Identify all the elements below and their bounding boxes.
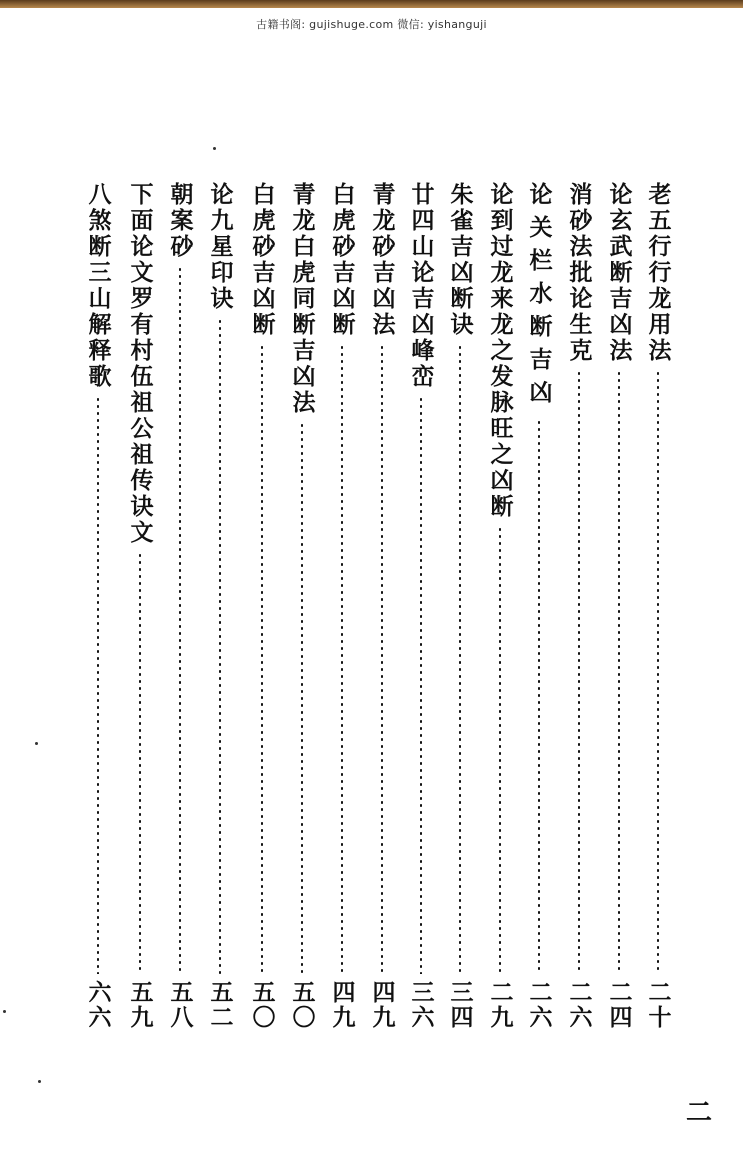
toc-entry-title: 朝案砂: [166, 182, 194, 260]
toc-entry-title: 消砂法批论生克: [565, 182, 593, 364]
toc-entry-page: 二九: [486, 980, 514, 1030]
toc-entry[interactable]: [81, 178, 115, 1038]
toc-entry-title: 廿四山论吉凶峰峦: [407, 182, 435, 390]
dot-leader: [657, 370, 659, 974]
paper-speck: [35, 742, 38, 745]
toc-entry-title: 下面论文罗有村伍祖公祖传诀文: [126, 182, 154, 546]
toc-entry-page: 五〇: [248, 980, 276, 1030]
paper-speck: [3, 1010, 6, 1013]
toc-entry-title: 老五行行龙用法: [644, 182, 672, 364]
toc-entry-page: 四九: [328, 980, 356, 1030]
toc-entry-page: 五九: [126, 980, 154, 1030]
toc-entry[interactable]: [203, 178, 237, 1038]
toc-entry[interactable]: [245, 178, 279, 1038]
dot-leader: [420, 396, 422, 974]
toc-entry-page: 三六: [407, 980, 435, 1030]
toc-entry-title: 八煞断三山解释歌: [84, 182, 112, 390]
toc-entry-title: 青龙白虎同断吉凶法: [288, 182, 316, 416]
toc-entry-page: 二十: [644, 980, 672, 1030]
toc-entry-page: 五〇: [288, 980, 316, 1030]
paper-speck: [38, 1080, 41, 1083]
toc-entry-title: 论九星印诀: [206, 182, 234, 312]
toc-entry[interactable]: [562, 178, 596, 1038]
dot-leader: [578, 370, 580, 974]
toc-entry[interactable]: [123, 178, 157, 1038]
toc-entry[interactable]: [443, 178, 477, 1038]
dot-leader: [381, 344, 383, 974]
toc-entry-title: 朱雀吉凶断诀: [446, 182, 474, 338]
toc-entry-page: 三四: [446, 980, 474, 1030]
toc-entry-title: 白虎砂吉凶断: [328, 182, 356, 338]
dot-leader: [219, 318, 221, 974]
toc-entry-page: 五八: [166, 980, 194, 1030]
toc-entry[interactable]: [404, 178, 438, 1038]
dot-leader: [179, 266, 181, 974]
toc-entry[interactable]: [602, 178, 636, 1038]
dot-leader: [459, 344, 461, 974]
dot-leader: [139, 552, 141, 974]
toc-entry-page: 四九: [368, 980, 396, 1030]
paper-speck: [213, 147, 216, 150]
toc-entry[interactable]: [325, 178, 359, 1038]
toc-entry-title: 青龙砂吉凶法: [368, 182, 396, 338]
toc-entry[interactable]: [641, 178, 675, 1038]
toc-entry[interactable]: [522, 178, 556, 1038]
toc-entry-page: 五二: [206, 980, 234, 1030]
toc-entry[interactable]: [365, 178, 399, 1038]
toc-entry-title: 论玄武断吉凶法: [605, 182, 633, 364]
dot-leader: [618, 370, 620, 974]
toc-entry-page: 二六: [565, 980, 593, 1030]
dot-leader: [341, 344, 343, 974]
site-watermark: 古籍书阁: gujishuge.com 微信: yishanguji: [256, 18, 487, 31]
dot-leader: [499, 526, 501, 974]
dot-leader: [538, 419, 540, 974]
dot-leader: [261, 344, 263, 974]
page-number: 二: [686, 1098, 713, 1128]
toc-entry-page: 六六: [84, 980, 112, 1030]
toc-entry-title: 白虎砂吉凶断: [248, 182, 276, 338]
toc-entry-title: 论关栏水断吉凶: [525, 182, 553, 413]
toc-entry-page: 二六: [525, 980, 553, 1030]
toc-entry[interactable]: [285, 178, 319, 1038]
dot-leader: [301, 422, 303, 974]
dot-leader: [97, 396, 99, 974]
toc-entry-title: 论到过龙来龙之发脉旺之凶断: [486, 182, 514, 520]
toc-entry[interactable]: [163, 178, 197, 1038]
toc-entry-page: 二四: [605, 980, 633, 1030]
toc-entry[interactable]: [483, 178, 517, 1038]
